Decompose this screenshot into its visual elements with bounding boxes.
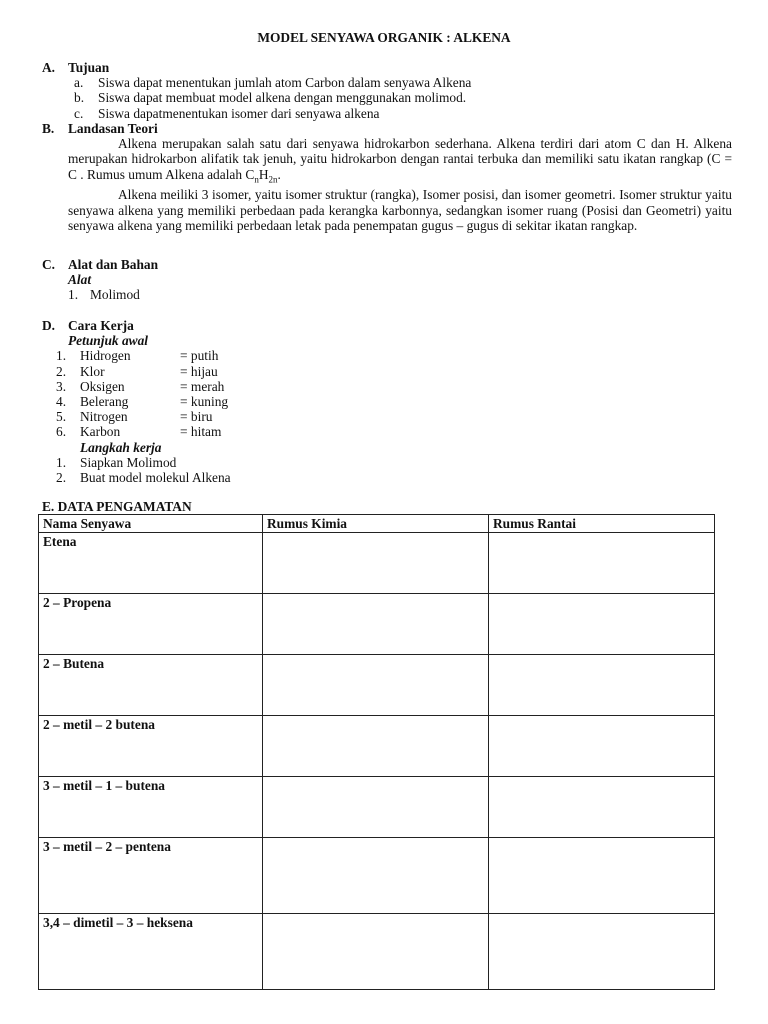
rumus-rantai-cell[interactable] bbox=[489, 838, 715, 914]
rumus-kimia-cell[interactable] bbox=[263, 716, 489, 777]
list-item: 1. Molimod bbox=[68, 287, 140, 303]
rumus-rantai-cell[interactable] bbox=[489, 655, 715, 716]
table-row bbox=[39, 716, 715, 777]
list-item: 2. Klor = hijau bbox=[56, 363, 218, 379]
section-d-heading: D. Cara Kerja bbox=[42, 318, 134, 333]
list-item: a. Siswa dapat menentukan jumlah atom Carbon dalam senyawa Alkena bbox=[74, 75, 472, 91]
section-a-heading: A. Tujuan bbox=[42, 60, 110, 75]
table-row bbox=[39, 533, 715, 594]
rumus-rantai-cell[interactable] bbox=[489, 533, 715, 594]
theory-paragraph-1: Alkena merupakan salah satu dari senyawa hidrokarbon sederhana. Alkena terdiri dari atom C dan H. Alkena merupakan hidrokarbon alifatik tak jenuh, yaitu hidrokarbon dengan rantai terbuka dan memiliki satu ikatan rangkap (C = C . Rumus umum Alkena adalah $C_nH_{2n}$. bbox=[68, 136, 732, 185]
list-item: 2. Buat model molekul Alkena bbox=[56, 469, 231, 485]
compound-name-cell: Etena bbox=[39, 533, 263, 594]
list-item: b. Siswa dapat membuat model alkena dengan menggunakan molimod. bbox=[74, 90, 467, 106]
rumus-kimia-cell[interactable] bbox=[263, 914, 489, 990]
rumus-rantai-cell[interactable] bbox=[489, 594, 715, 655]
compound-name-cell: 2 – Butena bbox=[39, 655, 263, 716]
section-b-heading: B. Landasan Teori bbox=[42, 121, 158, 136]
table-row bbox=[39, 838, 715, 914]
rumus-kimia-cell[interactable] bbox=[263, 655, 489, 716]
rumus-kimia-cell[interactable] bbox=[263, 777, 489, 838]
column-header: Nama Senyawa bbox=[39, 515, 263, 533]
section-alat-bahan bbox=[42, 257, 732, 303]
section-landasan-teori bbox=[42, 121, 732, 233]
table-row bbox=[39, 914, 715, 990]
rumus-rantai-cell[interactable] bbox=[489, 914, 715, 990]
observation-table bbox=[38, 514, 715, 990]
list-item: 5. Nitrogen = biru bbox=[56, 409, 213, 425]
subheading-petunjuk-awal: Petunjuk awal bbox=[68, 333, 148, 349]
section-e-heading: E. DATA PENGAMATAN bbox=[42, 499, 192, 514]
table-row bbox=[39, 777, 715, 838]
page-title: MODEL SENYAWA ORGANIK : ALKENA bbox=[257, 30, 511, 45]
table-row bbox=[39, 594, 715, 655]
section-c-heading: C. Alat dan Bahan bbox=[42, 257, 159, 272]
subheading-alat: Alat bbox=[68, 272, 92, 288]
theory-paragraph-2: Alkena meiliki 3 isomer, yaitu isomer struktur (rangka), Isomer posisi, dan isomer geometri. Isomer struktur yaitu senyawa alkena yang memiliki perbedaan pada kerangka karbonnya, sedangkan isomer ruang (Posisi dan Geometri) yaitu senyawa alkena yang memiliki perbedaan letak pada penempatan gugus – gugus di sekitar ikatan rangkap. bbox=[68, 187, 732, 233]
section-cara-kerja bbox=[42, 318, 732, 485]
list-item: 4. Belerang = kuning bbox=[56, 393, 229, 409]
compound-name-cell: 3 – metil – 2 – pentena bbox=[39, 838, 263, 914]
rumus-kimia-cell[interactable] bbox=[263, 838, 489, 914]
rumus-rantai-cell[interactable] bbox=[489, 716, 715, 777]
subheading-langkah-kerja: Langkah kerja bbox=[80, 439, 162, 455]
list-item: 3. Oksigen = merah bbox=[56, 378, 225, 394]
list-item: 1. Hidrogen = putih bbox=[56, 348, 219, 364]
compound-name-cell: 2 – metil – 2 butena bbox=[39, 716, 263, 777]
rumus-rantai-cell[interactable] bbox=[489, 777, 715, 838]
list-item: 6. Karbon = hitam bbox=[56, 424, 222, 440]
compound-name-cell: 3 – metil – 1 – butena bbox=[39, 777, 263, 838]
list-item: 1. Siapkan Molimod bbox=[56, 454, 177, 470]
table-row bbox=[39, 655, 715, 716]
rumus-kimia-cell[interactable] bbox=[263, 533, 489, 594]
rumus-kimia-cell[interactable] bbox=[263, 594, 489, 655]
compound-name-cell: 3,4 – dimetil – 3 – heksena bbox=[39, 914, 263, 990]
column-header: Rumus Rantai bbox=[489, 515, 715, 533]
compound-name-cell: 2 – Propena bbox=[39, 594, 263, 655]
list-item: c. Siswa dapatmenentukan isomer dari senyawa alkena bbox=[74, 105, 380, 121]
section-tujuan bbox=[42, 60, 732, 121]
column-header: Rumus Kimia bbox=[263, 515, 489, 533]
